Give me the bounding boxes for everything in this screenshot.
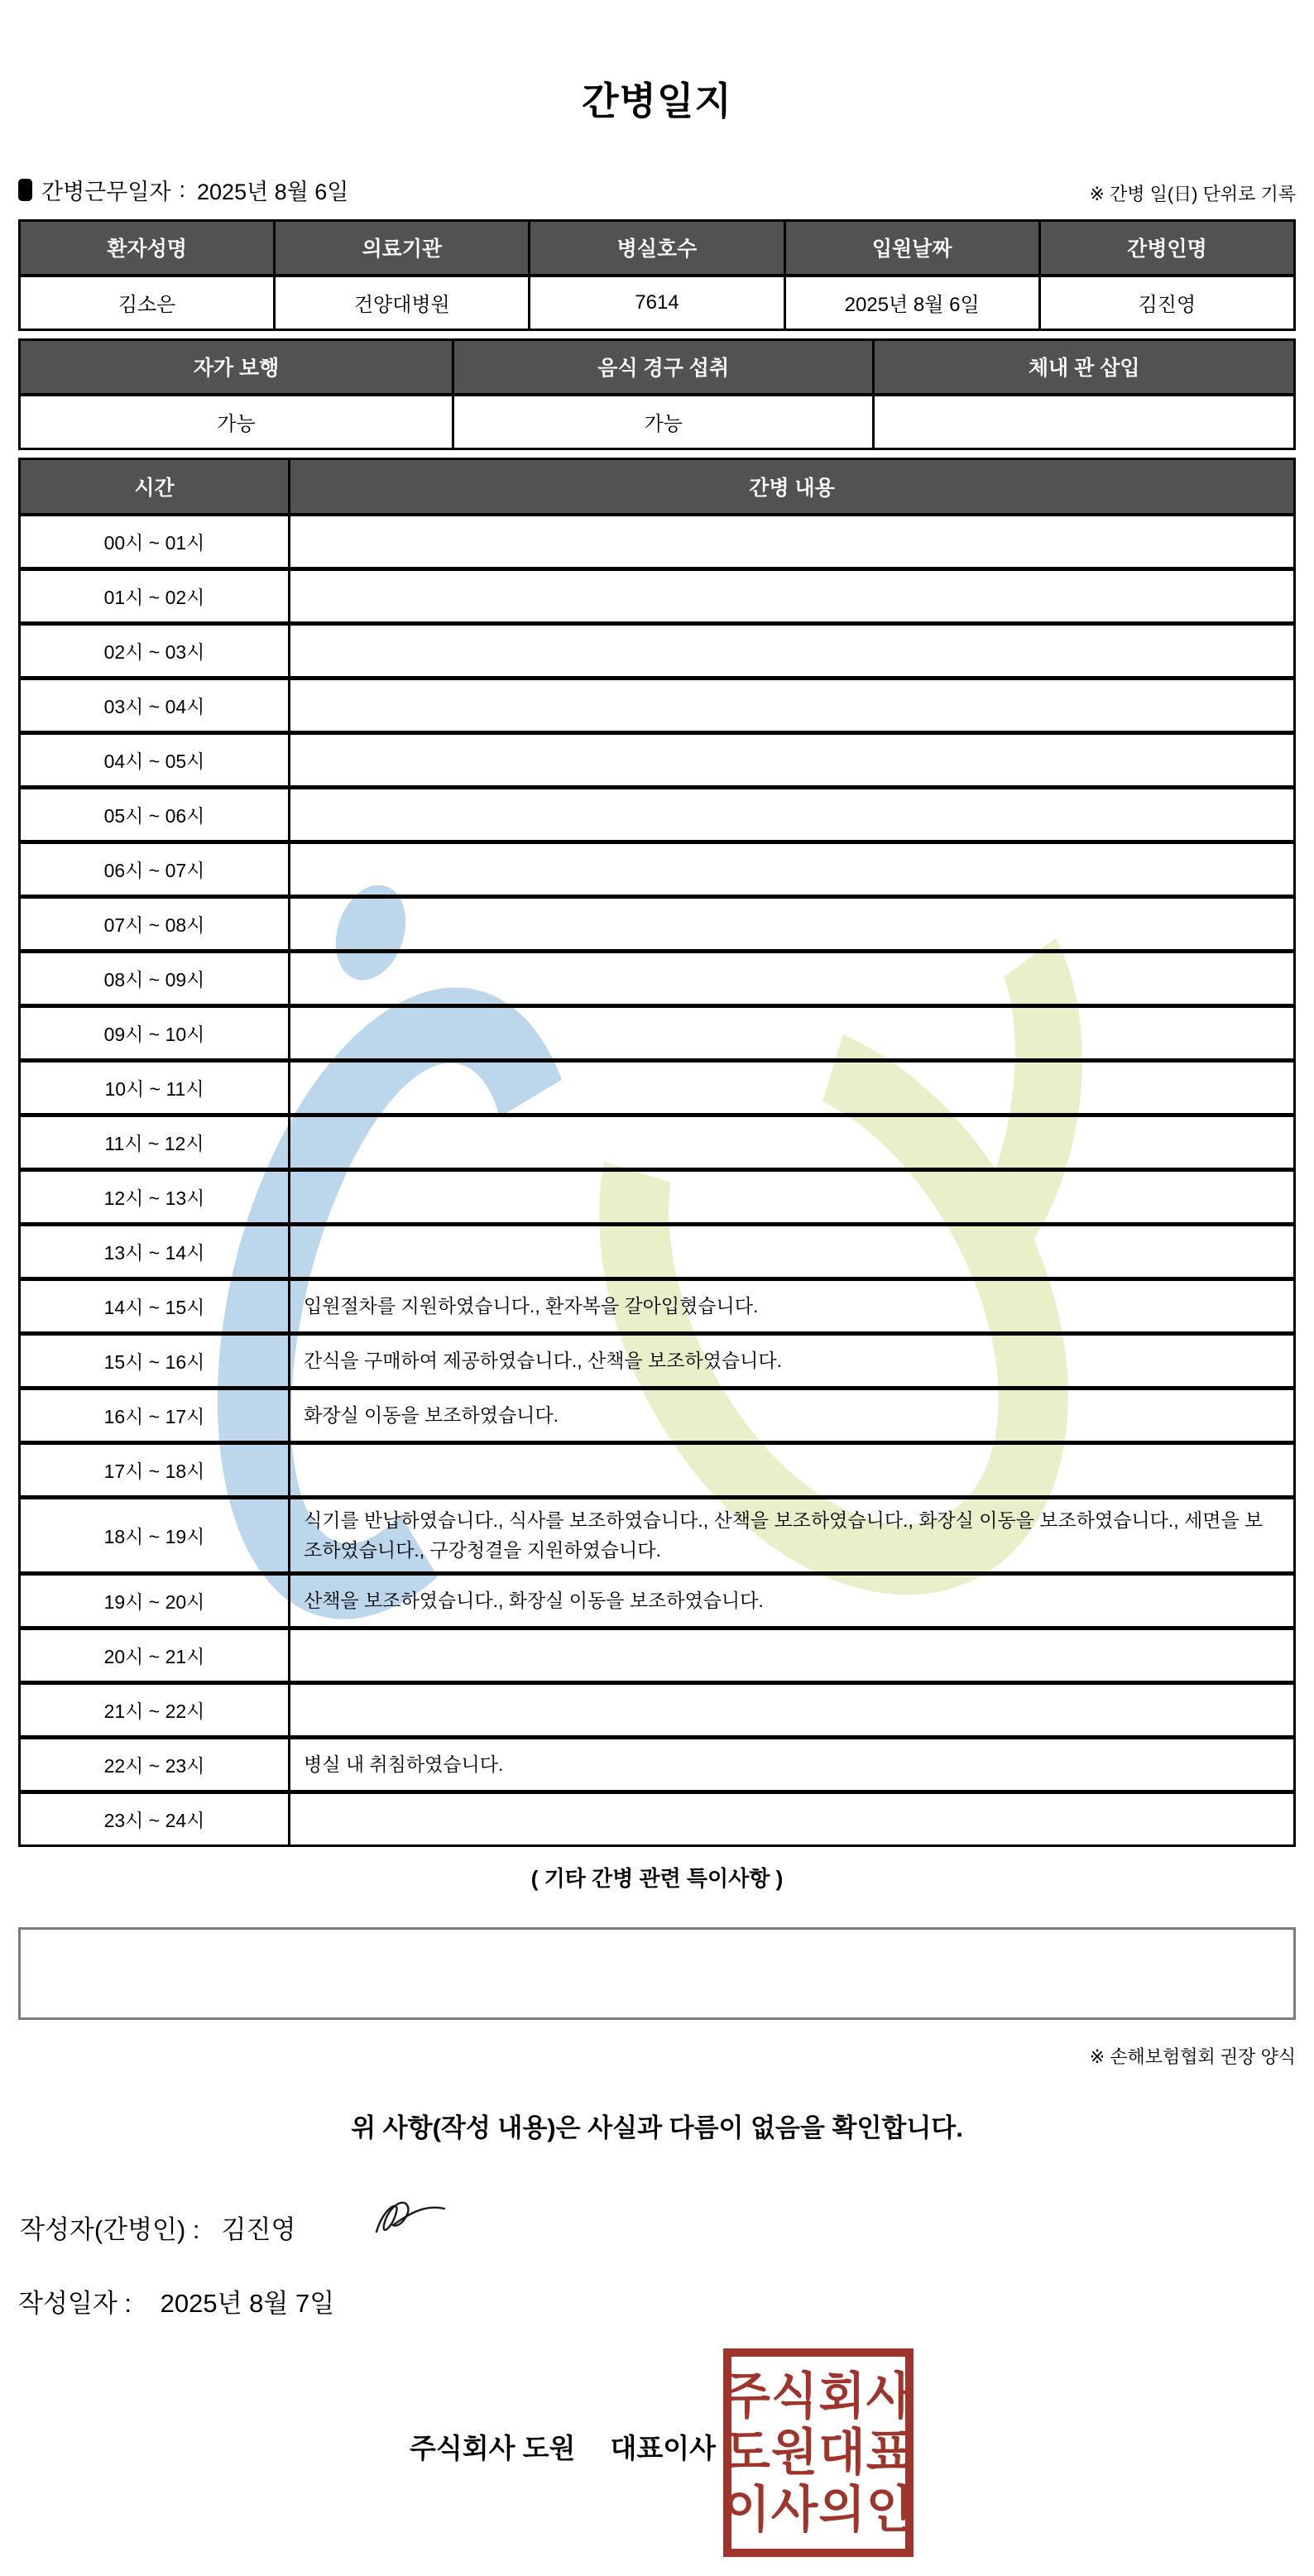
- log-time-cell: 20시 ~ 21시: [21, 1630, 290, 1681]
- value-oral-intake: 가능: [453, 395, 874, 449]
- care-log-row: [21, 1172, 1293, 1226]
- value-caregiver-name: 김진영: [1039, 276, 1294, 330]
- writer-name: 김진영: [221, 2215, 296, 2245]
- log-content-cell: [290, 1445, 1293, 1495]
- log-content-cell: [290, 735, 1293, 785]
- written-date-line: [18, 2282, 1296, 2319]
- care-log-row: [21, 626, 1293, 680]
- log-time-cell: 16시 ~ 17시: [21, 1390, 290, 1441]
- corporate-seal-stamp: [723, 2348, 914, 2557]
- patient-status-table: [18, 338, 1296, 450]
- care-log-header-row: [21, 460, 1293, 516]
- value-self-walking: 가능: [20, 395, 453, 449]
- care-log-row: [21, 953, 1293, 1008]
- log-content-cell: [290, 516, 1293, 567]
- patient-status-value-row: [20, 395, 1295, 449]
- signature-scribble: [372, 2195, 448, 2245]
- log-content-cell: [290, 899, 1293, 949]
- meta-row: [18, 174, 1296, 206]
- log-content-cell: [290, 953, 1293, 1004]
- log-time-cell: 06시 ~ 07시: [21, 844, 290, 895]
- patient-info-value-row: [20, 276, 1295, 330]
- confirmation-statement: 위 사항(작성 내용)은 사실과 다름이 없음을 확인합니다.: [351, 2113, 963, 2143]
- unit-note: ※ 간병 일(日) 단위로 기록: [1089, 184, 1296, 204]
- log-content-cell: [290, 626, 1293, 676]
- value-patient-name: 김소은: [20, 276, 275, 330]
- care-log-row: [21, 1117, 1293, 1172]
- extra-notes-box: [18, 1927, 1296, 2020]
- log-content-cell: [290, 789, 1293, 840]
- square-bullet-icon: [18, 179, 32, 201]
- form-note: ※ 손해보험협회 권장 양식: [1089, 2046, 1296, 2068]
- work-date-separator: :: [179, 177, 186, 202]
- log-content-cell: [290, 680, 1293, 731]
- log-time-cell: 10시 ~ 11시: [21, 1063, 290, 1113]
- log-time-cell: 08시 ~ 09시: [21, 953, 290, 1004]
- care-log-row: [21, 844, 1293, 899]
- company-line: [410, 2427, 716, 2466]
- header-oral-intake: 음식 경구 섭취: [453, 340, 874, 395]
- log-content-cell: [290, 1063, 1293, 1113]
- page-title: 간병일지: [582, 79, 732, 122]
- log-time-cell: 01시 ~ 02시: [21, 571, 290, 621]
- log-content-cell: [290, 1685, 1293, 1735]
- work-date-line: [18, 174, 348, 206]
- log-time-cell: 15시 ~ 16시: [21, 1336, 290, 1386]
- log-time-cell: 17시 ~ 18시: [21, 1445, 290, 1495]
- value-room-number: 7614: [530, 276, 784, 330]
- extra-notes-title: ( 기타 간병 관련 특이사항 ): [530, 1866, 784, 1892]
- work-date-value: 2025년 8월 6일: [197, 180, 349, 204]
- header-care-content: 간병 내용: [749, 477, 835, 500]
- company-name: 주식회사 도원: [410, 2433, 576, 2464]
- care-log-row: [21, 680, 1293, 735]
- stamp-line-1: 주식회사: [723, 2368, 914, 2425]
- stamp-line-3: 이사의인: [723, 2482, 914, 2538]
- log-content-cell: [290, 1630, 1293, 1681]
- care-log-table: [18, 458, 1296, 1847]
- header-admission-date: 입원날짜: [784, 221, 1039, 276]
- log-time-cell: 12시 ~ 13시: [21, 1172, 290, 1222]
- header-internal-tube: 체내 관 삽입: [874, 340, 1295, 395]
- work-date-label: 간병근무일자: [41, 180, 171, 204]
- value-admission-date: 2025년 8월 6일: [784, 276, 1039, 330]
- log-content-cell: 간식을 구매하여 제공하였습니다., 산책을 보조하였습니다.: [304, 1349, 782, 1371]
- care-log-row: [21, 1739, 1293, 1794]
- written-date-label: 작성일자 :: [18, 2289, 132, 2319]
- header-room-number: 병실호수: [530, 221, 784, 276]
- log-time-cell: 18시 ~ 19시: [21, 1499, 290, 1571]
- writer-line: [18, 2209, 1296, 2246]
- log-content-cell: 병실 내 취침하였습니다.: [304, 1753, 504, 1775]
- log-time-cell: 04시 ~ 05시: [21, 735, 290, 785]
- care-log-row: [21, 1336, 1293, 1390]
- log-content-cell: [290, 1008, 1293, 1058]
- company-row: [18, 2328, 1296, 2576]
- patient-info-table: [18, 219, 1296, 331]
- care-log-row: [21, 1630, 1293, 1685]
- stamp-line-2: 도원대표: [723, 2425, 914, 2481]
- care-log-row: [21, 789, 1293, 844]
- care-log-row: [21, 1576, 1293, 1630]
- log-time-cell: 14시 ~ 15시: [21, 1281, 290, 1331]
- care-log-row: [21, 571, 1293, 626]
- log-time-cell: 05시 ~ 06시: [21, 789, 290, 840]
- header-patient-name: 환자성명: [20, 221, 275, 276]
- log-time-cell: 02시 ~ 03시: [21, 626, 290, 676]
- care-log-row: [21, 1008, 1293, 1063]
- log-time-cell: 22시 ~ 23시: [21, 1739, 290, 1790]
- writer-label: 작성자(간병인) :: [20, 2215, 200, 2245]
- log-content-cell: [290, 1117, 1293, 1168]
- log-content-cell: 산책을 보조하였습니다., 화장실 이동을 보조하였습니다.: [304, 1589, 764, 1611]
- log-content-cell: [290, 1226, 1293, 1277]
- log-time-cell: 07시 ~ 08시: [21, 899, 290, 949]
- care-log-row: [21, 1685, 1293, 1739]
- header-caregiver-name: 간병인명: [1039, 221, 1294, 276]
- log-time-cell: 00시 ~ 01시: [21, 516, 290, 567]
- header-self-walking: 자가 보행: [20, 340, 453, 395]
- written-date-value: 2025년 8월 7일: [160, 2289, 335, 2319]
- log-time-cell: 09시 ~ 10시: [21, 1008, 290, 1058]
- care-log-row: [21, 735, 1293, 789]
- log-content-cell: [290, 844, 1293, 895]
- value-internal-tube: [874, 395, 1295, 449]
- log-time-cell: 13시 ~ 14시: [21, 1226, 290, 1277]
- log-content-cell: 입원절차를 지원하였습니다., 환자복을 갈아입혔습니다.: [304, 1294, 759, 1317]
- care-log-row: [21, 1281, 1293, 1336]
- log-time-cell: 03시 ~ 04시: [21, 680, 290, 731]
- header-time: 시간: [21, 460, 290, 513]
- care-log-row: [21, 1226, 1293, 1281]
- log-time-cell: 11시 ~ 12시: [21, 1117, 290, 1168]
- log-time-cell: 23시 ~ 24시: [21, 1794, 290, 1844]
- care-log-row: [21, 1063, 1293, 1117]
- value-medical-institution: 건양대병원: [275, 276, 530, 330]
- log-content-cell: [290, 571, 1293, 621]
- patient-info-header-row: [20, 221, 1295, 276]
- care-log-rows: [21, 516, 1293, 1844]
- log-time-cell: 19시 ~ 20시: [21, 1576, 290, 1626]
- care-log-row: [21, 1390, 1293, 1445]
- care-log-row: [21, 1445, 1293, 1499]
- care-log-row: [21, 899, 1293, 953]
- log-content-cell: [290, 1794, 1293, 1844]
- care-log-row: [21, 516, 1293, 571]
- company-role: 대표이사: [610, 2433, 716, 2464]
- log-content-cell: 화장실 이동을 보조하였습니다.: [304, 1403, 559, 1426]
- care-log-row: [21, 1794, 1293, 1844]
- log-content-cell: 식기를 반납하였습니다., 식사를 보조하였습니다., 산책을 보조하였습니다., 화장실 이동을 보조하였습니다., 세면을 보조하였습니다., 구강청결을 지원하였습니다.: [304, 1509, 1264, 1561]
- log-time-cell: 21시 ~ 22시: [21, 1685, 290, 1735]
- log-content-cell: [290, 1172, 1293, 1222]
- patient-status-header-row: [20, 340, 1295, 395]
- header-medical-institution: 의료기관: [275, 221, 530, 276]
- care-log-row: [21, 1499, 1293, 1576]
